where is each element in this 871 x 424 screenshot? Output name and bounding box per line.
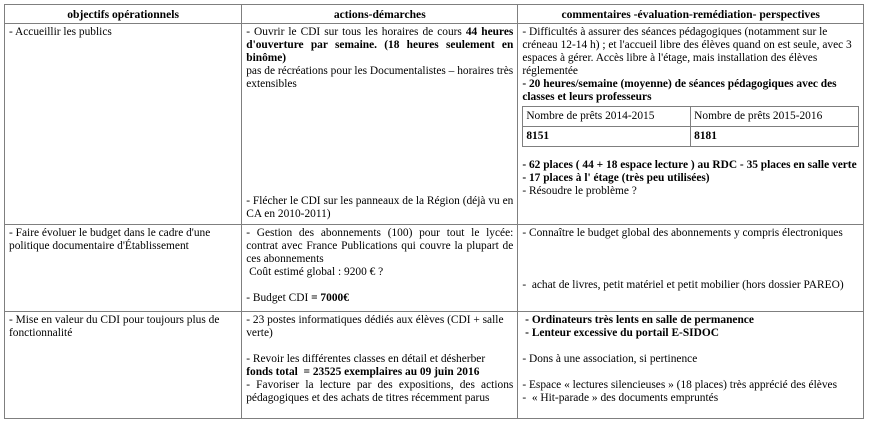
loans-value: 8181 [691, 127, 859, 147]
comment-text: - Dons à une association, si pertinence [522, 353, 698, 365]
comment-text: - Lenteur excessive du portail E-SIDOC [522, 327, 719, 339]
action-open-cdi: - Ouvrir le CDI sur tous les horaires de cours [246, 26, 466, 38]
header-objectives: objectifs opérationnels [5, 5, 242, 24]
action-text: - 23 postes informatiques dédiés aux élèves (CDI + salle verte) [246, 314, 504, 339]
header-row [5, 5, 864, 24]
comment-text: - 62 places ( 44 + 18 espace lecture ) au RDC - 35 places en salle verte - 17 places à l' étage (très peu utilisées) [522, 159, 857, 184]
action-text: fonds total = 23525 exemplaires au 09 juin 2016 [246, 366, 480, 378]
actions-cell [242, 312, 518, 419]
actions-cell [242, 24, 518, 225]
table-row [5, 24, 864, 225]
comment-text: - Ordinateurs très lents en salle de permanence [522, 314, 754, 326]
comment-text: - Espace « lectures silencieuses » (18 places) très apprécié des élèves [522, 379, 838, 391]
comment-text: - Résoudre le problème ? [522, 185, 637, 197]
loans-header: Nombre de prêts 2015-2016 [691, 107, 859, 127]
header-comments: commentaires -évaluation-remédiation- perspectives [518, 5, 864, 24]
objectives-table [4, 4, 864, 419]
comments-cell [518, 225, 864, 312]
action-text: Coût estimé global : 9200 € ? [246, 266, 384, 278]
table-row [5, 312, 864, 419]
loans-table [522, 106, 859, 147]
action-text: - Revoir les différentes classes en détail et désherber [246, 353, 486, 365]
action-open-hours: 44 heures d'ouverture par semaine. (18 heures seulement en binôme) [246, 26, 514, 64]
loans-value: 8151 [523, 127, 691, 147]
comment-text: - achat de livres, petit matériel et petit mobilier (hors dossier PAREO) [522, 279, 844, 291]
action-text [246, 26, 513, 65]
comment-text: - 20 heures/semaine (moyenne) de séances pédagogiques avec des classes et leurs professeurs [522, 78, 837, 103]
objective-text: - Mise en valeur du CDI pour toujours plus de fonctionnalité [9, 314, 220, 339]
action-text: - Flécher le CDI sur les panneaux de la Région (déjà vu en CA en 2010-2011) [246, 195, 514, 220]
comments-cell [518, 24, 864, 225]
actions-cell [242, 225, 518, 312]
comment-text: - « Hit-parade » des documents empruntés [522, 392, 719, 404]
loans-header-row [523, 107, 859, 127]
objective-cell [5, 24, 242, 225]
table-row [5, 225, 864, 312]
loans-header: Nombre de prêts 2014-2015 [523, 107, 691, 127]
comment-text: - Difficultés à assurer des séances pédagogiques (notamment sur le créneau 12-14 h) ; et l'accueil libre des élèves quand on est seule, avec 3 espaces à gérer. Accès libre à l'étage, mais installation des élèves réglementée [522, 26, 852, 77]
comments-cell [518, 312, 864, 419]
objective-text: - Accueillir les publics [9, 26, 112, 38]
loans-value-row [523, 127, 859, 147]
action-text: pas de récréations pour les Documentalistes – horaires très extensibles [246, 65, 514, 90]
comment-text: - Connaître le budget global des abonnements y compris électroniques [522, 227, 843, 239]
objective-text: - Faire évoluer le budget dans le cadre d'une politique documentaire d'Établissement [9, 227, 211, 252]
objective-cell [5, 225, 242, 312]
action-text: - Gestion des abonnements (100) pour tout le lycée: contrat avec France Publications qui couvre la plupart de ces abonnements [246, 227, 514, 265]
action-text: - Budget CDI = 7000€ [246, 292, 349, 304]
objective-cell [5, 312, 242, 419]
action-text: - Favoriser la lecture par des expositions, des actions pédagogiques et des achats de titres récemment parus [246, 379, 514, 404]
header-actions: actions-démarches [242, 5, 518, 24]
